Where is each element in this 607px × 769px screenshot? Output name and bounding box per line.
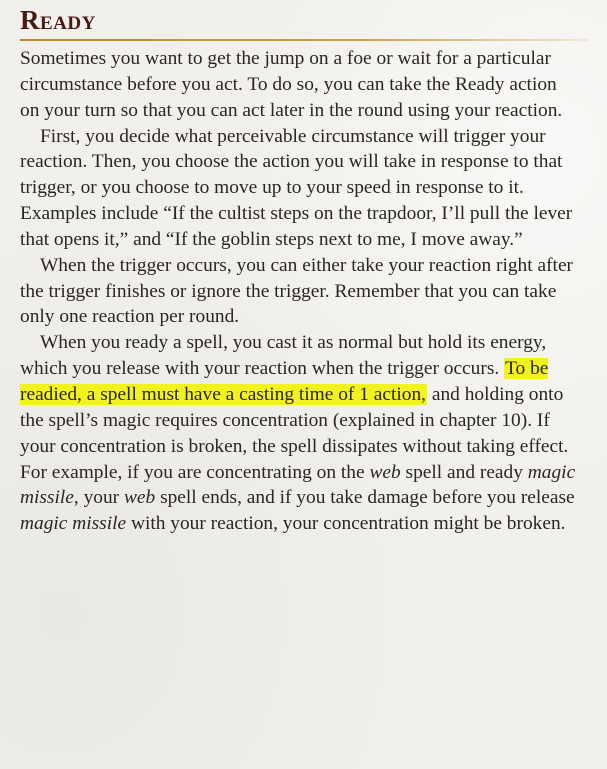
paragraph-spell	[20, 330, 580, 537]
spell-text-5: spell ends, and if you take damage before you release	[155, 487, 575, 509]
spell-name-magic-missile-2: magic missile	[20, 513, 127, 535]
spell-text-4: , your	[73, 487, 124, 509]
spell-text-3: spell and ready	[400, 461, 528, 483]
spell-name-web: web	[369, 461, 401, 483]
spell-text-1: When you ready a spell, you cast it as normal but hold its energy, which you release with your reaction when the trigger occurs.	[20, 332, 547, 380]
spell-name-web-2: web	[123, 487, 156, 509]
section-heading: Ready	[20, 5, 96, 35]
spell-text-6: with your reaction, your concentration might be broken.	[126, 513, 566, 535]
paragraph-reaction: When the trigger occurs, you can either take your reaction right after the trigger finishes or ignore the trigger. Remember that you can take only one reaction per round.	[20, 254, 574, 328]
heading-rule	[20, 39, 588, 41]
paragraph-intro: Sometimes you want to get the jump on a foe or wait for a particular circumstance before you act. To do so, you can take the Ready action on your turn so that you can act later in the round using your reaction.	[20, 48, 563, 121]
spell-text-2: and holding onto the spell’s magic requires concentration (explained in chapter 10). If your concentration is broken, the spell dissipates without taking effect. For example, if you are concentrating on the	[20, 383, 569, 483]
spell-name-magic-missile: magic missile	[20, 461, 576, 509]
body-text	[20, 46, 580, 537]
document-page	[20, 0, 600, 537]
paragraph-trigger: First, you decide what perceivable circumstance will trigger your reaction. Then, you choose the action you will take in response to that trigger, or you choose to move up to your speed in response to it. Examples include “If the cultist steps on the trapdoor, I’ll pull the lever that opens it,” and “If the goblin steps next to me, I move away.”	[20, 125, 573, 250]
highlighted-text[interactable]: To be readied, a spell must have a casting time of 1 action,	[20, 358, 549, 405]
